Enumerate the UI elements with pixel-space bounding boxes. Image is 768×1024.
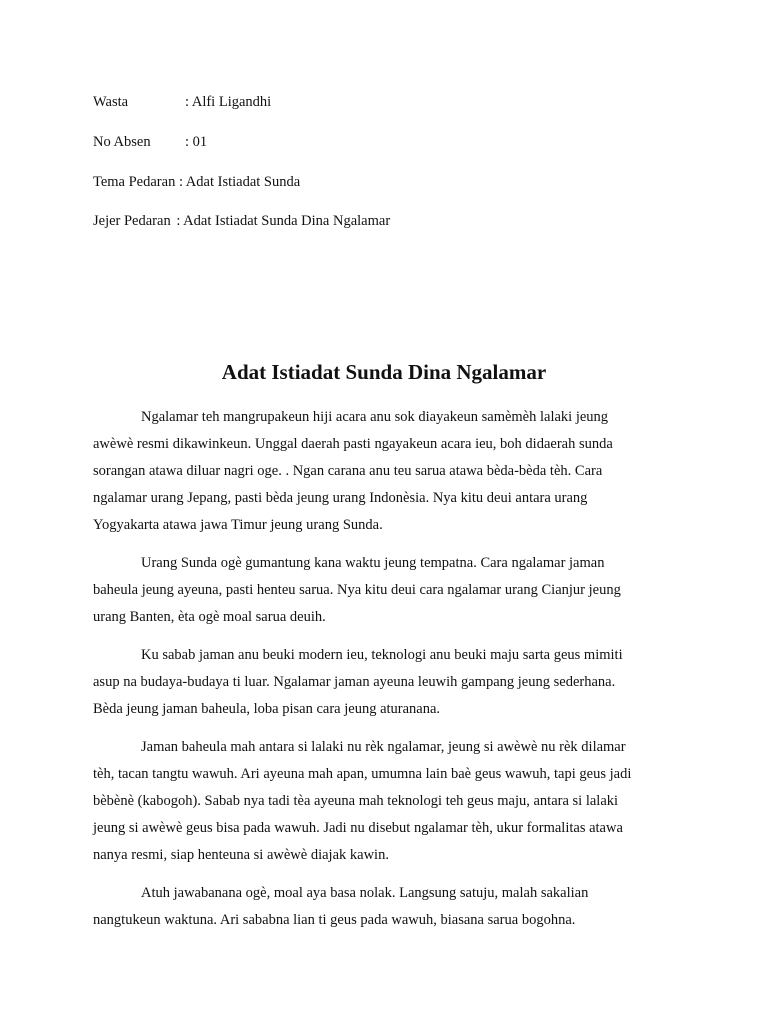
- paragraph-line: asup na budaya-budaya ti luar. Ngalamar jaman ayeuna leuwih gampang jeung sederhana.: [93, 674, 616, 690]
- meta-row-tema: [93, 172, 300, 192]
- jejer-value: : Adat Istiadat Sunda Dina Ngalamar: [176, 213, 391, 229]
- paragraph-line: ngalamar urang Jepang, pasti bèda jeung urang Indonèsia. Nya kitu deui antara urang: [93, 490, 588, 506]
- paragraph-line: baheula jeung ayeuna, pasti henteu sarua. Nya kitu deui cara ngalamar urang Cianjur jeung: [93, 582, 621, 598]
- paragraph-line: tèh, tacan tangtu wawuh. Ari ayeuna mah apan, umumna lain baè geus wawuh, tapi geus jadi: [93, 766, 632, 782]
- paragraph-line: bèbènè (kabogoh). Sabab nya tadi tèa ayeuna mah teknologi teh geus maju, antara si lalaki: [93, 793, 619, 809]
- tema-label: Tema Pedaran: [93, 174, 176, 190]
- meta-row-wasta: [93, 92, 272, 112]
- absen-value: : 01: [185, 134, 208, 150]
- paragraph-line: jeung si awèwè geus bisa pada wawuh. Jadi nu disebut ngalamar tèh, ukur formalitas atawa: [93, 820, 623, 836]
- paragraph: [93, 880, 675, 934]
- document-body: [93, 404, 675, 945]
- paragraph: [93, 404, 675, 539]
- paragraph-line: Atuh jawabanana ogè, moal aya basa nolak. Langsung satuju, malah sakalian: [141, 885, 589, 901]
- paragraph-line: Jaman baheula mah antara si lalaki nu rèk ngalamar, jeung si awèwè nu rèk dilamar: [141, 739, 626, 755]
- meta-row-jejer: [93, 211, 390, 231]
- paragraph-line: sorangan atawa diluar nagri oge. . Ngan carana anu teu sarua atawa bèda-bèda tèh. Cara: [93, 463, 603, 479]
- paragraph: [93, 642, 675, 723]
- paragraph-line: awèwè resmi dikawinkeun. Unggal daerah pasti ngayakeun acara ieu, boh didaerah sunda: [93, 436, 613, 452]
- paragraph-line: nangtukeun waktuna. Ari sababna lian ti geus pada wawuh, biasana sarua bogohna.: [93, 912, 576, 928]
- meta-row-absen: [93, 132, 208, 152]
- absen-label: No Absen: [93, 134, 151, 150]
- paragraph-line: Yogyakarta atawa jawa Timur jeung urang Sunda.: [93, 517, 383, 533]
- paragraph-line: Urang Sunda ogè gumantung kana waktu jeung tempatna. Cara ngalamar jaman: [141, 555, 605, 571]
- paragraph-line: urang Banten, èta ogè moal sarua deuih.: [93, 609, 326, 625]
- document-title: Adat Istiadat Sunda Dina Ngalamar: [221, 360, 547, 384]
- paragraph: [93, 550, 675, 631]
- paragraph-line: Ku sabab jaman anu beuki modern ieu, teknologi anu beuki maju sarta geus mimiti: [141, 647, 623, 663]
- paragraph-line: Bèda jeung jaman baheula, loba pisan cara jeung aturanana.: [93, 701, 441, 717]
- paragraph-line: nanya resmi, siap henteuna si awèwè diajak kawin.: [93, 847, 389, 863]
- jejer-label: Jejer Pedaran: [93, 213, 171, 229]
- wasta-value: : Alfi Ligandhi: [185, 94, 272, 110]
- paragraph: [93, 734, 675, 869]
- tema-value: : Adat Istiadat Sunda: [178, 174, 301, 190]
- paragraph-line: Ngalamar teh mangrupakeun hiji acara anu sok diayakeun samèmèh lalaki jeung: [141, 409, 609, 425]
- wasta-label: Wasta: [93, 94, 129, 110]
